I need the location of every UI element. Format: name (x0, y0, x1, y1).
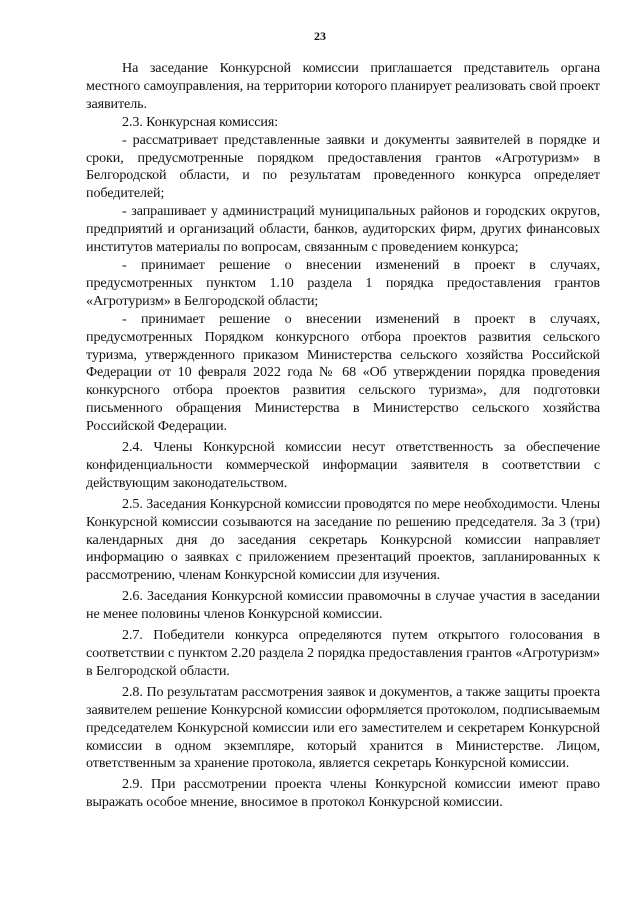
paragraph-2-3-item-2: - запрашивает у администраций муниципальных районов и городских округов, предприятий и организаций области, банков, аудиторских фирм, других финансовых институтов материалы по вопросам, связанным с проведением конкурса; (86, 203, 600, 256)
document-body (86, 60, 600, 812)
paragraph-2-3-item-1: - рассматривает представленные заявки и документы заявителей в порядке и сроки, предусмотренные порядком предоставления грантов «Агротуризм» в Белгородской области, и по результатам проведенного конкурса определяет победителей; (86, 131, 600, 202)
paragraph-intro: На заседание Конкурсной комиссии приглашается представитель органа местного самоуправления, на территории которого планирует реализовать свой проект заявитель. (86, 60, 600, 112)
paragraph-2-3-heading: 2.3. Конкурсная комиссия: (122, 113, 279, 130)
paragraph-2-8: 2.8. По результатам рассмотрения заявок и документов, а также защиты проекта заявителем решение Конкурсной комиссии оформляется протоколом, подписываемым председателем Конкурсной комиссии или его заместителем и секретарем Конкурсной комиссии в одном экземпляре, который хранится в Министерстве. Лицом, ответственным за хранение протокола, является секретарь Конкурсной комиссии. (86, 683, 600, 772)
paragraph-2-5: 2.5. Заседания Конкурсной комиссии проводятся по мере необходимости. Члены Конкурсной комиссии созываются на заседание по решению председателя. За 3 (три) календарных дня до заседания секретарь Конкурсной комиссии направляет информацию о заявках с приложением презентаций проектов, запланированных к рассмотрению, членам Конкурсной комиссии для изучения. (86, 495, 600, 584)
paragraph-2-3-item-4: - принимает решение о внесении изменений в проект в случаях, предусмотренных Порядком конкурсного отбора проектов развития сельского туризма, утвержденного приказом Министерства сельского хозяйства Российской Федерации от 10 февраля 2022 года № 68 «Об утверждении порядка проведения конкурсного отбора проектов развития сельского туризма», для подготовки письменного обращения Министерства в Министерство сельского хозяйства Российской Федерации. (86, 310, 600, 435)
paragraph-2-7: 2.7. Победители конкурса определяются путем открытого голосования в соответствии с пунктом 2.20 раздела 2 порядка предоставления грантов «Агротуризм» в Белгородской области. (86, 627, 600, 679)
paragraph-2-6: 2.6. Заседания Конкурсной комиссии правомочны в случае участия в заседании не менее половины членов Конкурсной комиссии. (86, 588, 600, 623)
paragraph-2-3-item-3: - принимает решение о внесении изменений в проект в случаях, предусмотренных пунктом 1.10 раздела 1 порядка предоставления грантов «Агротуризм» в Белгородской области; (86, 256, 600, 309)
paragraph-2-4: 2.4. Члены Конкурсной комиссии несут ответственность за обеспечение конфиденциальности коммерческой информации заявителя в соответствии с действующим законодательством. (86, 439, 600, 491)
page-number: 23 (314, 29, 326, 43)
paragraph-2-9: 2.9. При рассмотрении проекта члены Конкурсной комиссии имеют право выражать особое мнение, вносимое в протокол Конкурсной комиссии. (86, 776, 600, 811)
